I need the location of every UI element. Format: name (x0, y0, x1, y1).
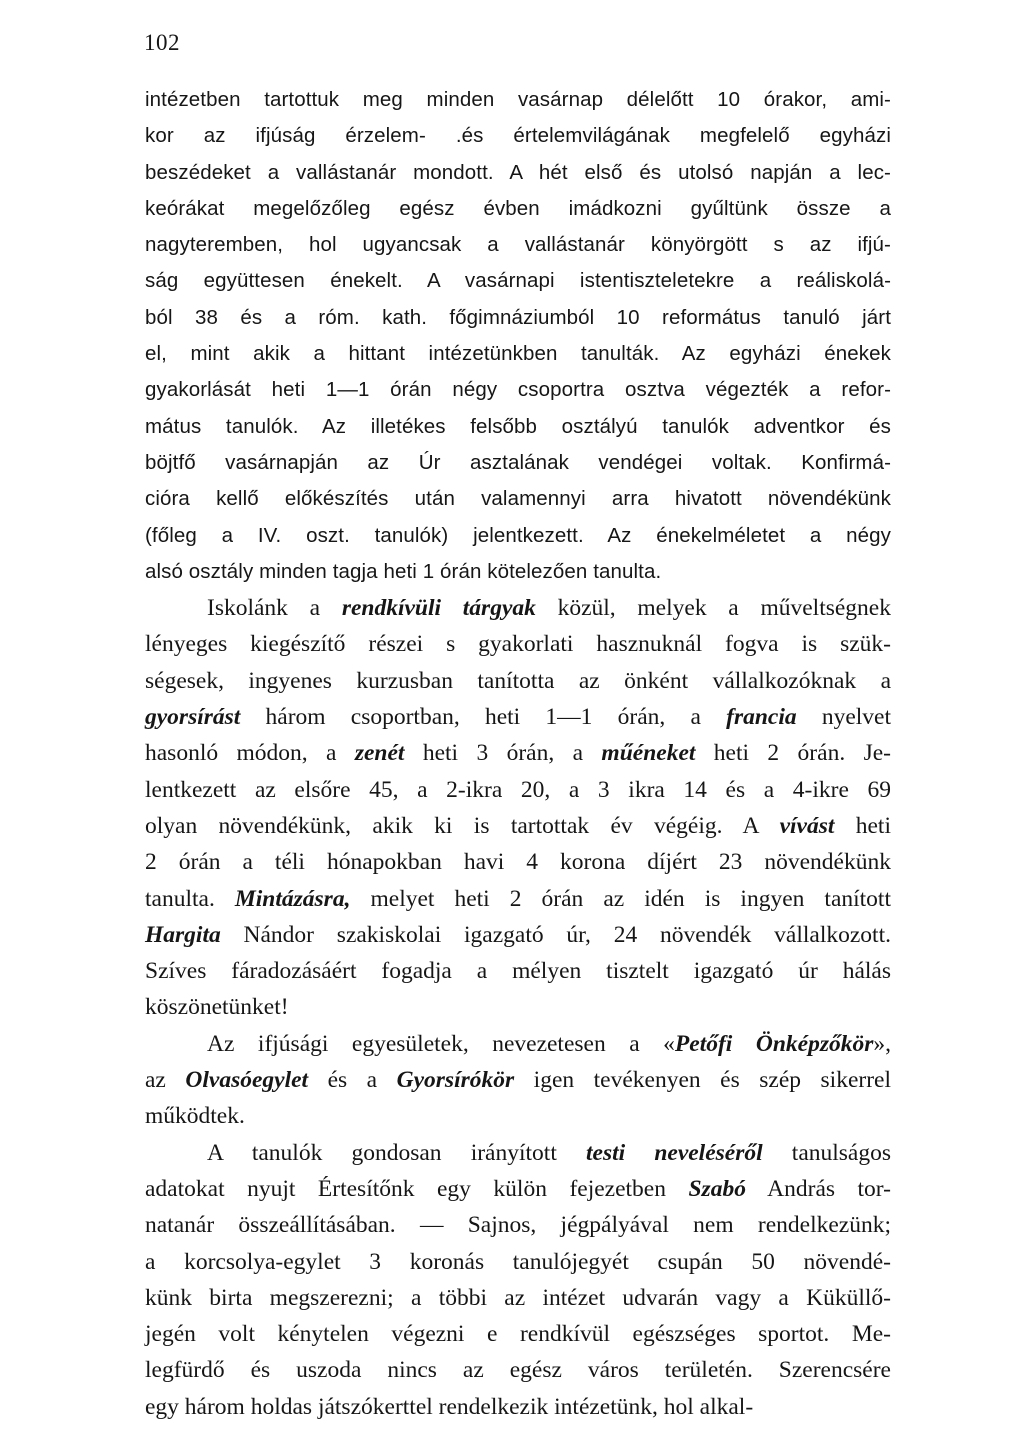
text-span: tanulta. (145, 885, 235, 912)
text-span: három csoportban, heti 1—1 órán, a (240, 704, 727, 731)
text-line (145, 1244, 891, 1280)
paragraph (145, 1026, 891, 1135)
text-line (145, 917, 891, 953)
text-line (145, 735, 891, 771)
text-span: kor az ifjúság érzelem- .és értelemvilágának megfelelő egyházi (145, 124, 891, 148)
text-line (145, 409, 891, 445)
text-span: lényeges kiegészítő részei s gyakorlati hasznuknál fogva is szük- (145, 631, 891, 658)
text-span: 2 órán a téli hónapokban havi 4 korona díjért 23 növendékünk (145, 849, 891, 876)
italic-term: Szabó (688, 1175, 746, 1202)
text-line (145, 626, 891, 662)
italic-term: Hargita (145, 921, 221, 948)
text-line (145, 1135, 891, 1171)
text-span: », (873, 1030, 891, 1057)
text-line (145, 1171, 891, 1207)
text-span: künk birta megszerezni; a többi az intézet udvarán vagy a Küküllő- (145, 1284, 891, 1311)
text-span: Az ifjúsági egyesületek, nevezetesen a « (207, 1030, 675, 1057)
text-line (145, 663, 891, 699)
text-line (145, 699, 891, 735)
text-span: tanulságos (762, 1139, 892, 1166)
italic-term: Petőfi Önképzőkör (674, 1030, 874, 1057)
italic-term: rendkívüli tárgyak (341, 595, 536, 622)
text-span: András tor- (745, 1175, 891, 1202)
text-span: melyet heti 2 órán az idén is ingyen tanított (350, 885, 891, 912)
text-line (145, 554, 891, 590)
text-line (145, 336, 891, 372)
text-span: nagyteremben, hol ugyancsak a vallástanár könyörgött s az ifjú- (145, 233, 891, 257)
italic-term: gyorsírást (145, 704, 241, 731)
text-span: jegén volt kénytelen végezni e rendkívül egészséges sportot. Me- (145, 1321, 891, 1348)
text-line (145, 227, 891, 263)
text-line (145, 1316, 891, 1352)
text-span: hasonló módon, a (145, 740, 355, 767)
text-line (145, 118, 891, 154)
text-span: beszédeket a vallástanár mondott. A hét első és utolsó napján a lec- (145, 160, 891, 184)
text-span: mátus tanulók. Az illetékes felsőbb osztályú tanulók adventkor és (145, 414, 891, 438)
text-span: nyelvet (796, 704, 892, 731)
text-line (145, 1389, 891, 1425)
text-span: a korcsolya-egylet 3 koronás tanulójegyét csupán 50 növendé- (145, 1248, 891, 1275)
italic-term: Olvasóegylet (185, 1067, 309, 1094)
text-span: igen tevékenyen és szép sikerrel (514, 1067, 891, 1094)
paragraph (145, 82, 891, 590)
paragraph (145, 1135, 891, 1425)
text-line (145, 1062, 891, 1098)
text-span: olyan növendékünk, akik ki is tartottak év végéig. A (145, 812, 780, 839)
text-line (145, 808, 891, 844)
text-span: Nándor szakiskolai igazgató úr, 24 növendék vállalkozott. (220, 921, 891, 948)
paragraph (145, 590, 891, 1026)
text-line (145, 953, 891, 989)
text-line (145, 1280, 891, 1316)
text-span: köszönetünket! (145, 994, 289, 1021)
text-line (145, 772, 891, 808)
text-line (145, 590, 891, 626)
text-span: az (145, 1067, 186, 1094)
text-line (145, 844, 891, 880)
text-span: heti 3 órán, a (404, 740, 602, 767)
text-span: cióra kellő előkészítés után valamennyi arra hivatott növendékünk (145, 487, 891, 511)
italic-term: vívást (779, 812, 835, 839)
text-span: Iskolánk a (207, 595, 342, 622)
text-span: ségesek, ingyenes kurzusban tanította az önként vállalkozóknak a (145, 667, 891, 694)
text-span: ból 38 és a róm. kath. főgimnáziumból 10 református tanuló járt (145, 305, 891, 329)
text-span: A tanulók gondosan irányított (207, 1139, 586, 1166)
text-span: ság együttesen énekelt. A vasárnapi istentiszteletekre a reáliskolá- (145, 269, 891, 293)
text-line (145, 1098, 891, 1134)
text-span: böjtfő vasárnapján az Úr asztalának vendégei voltak. Konfirmá- (145, 450, 891, 474)
text-span: heti (834, 812, 891, 839)
text-span: heti 2 órán. Je- (695, 740, 891, 767)
text-span: intézetben tartottuk meg minden vasárnap délelőtt 10 órakor, ami- (145, 88, 891, 111)
text-span: alsó osztály minden tagja heti 1 órán kötelezően tanulta. (145, 559, 662, 583)
text-line (145, 300, 891, 336)
italic-term: zenét (354, 740, 405, 767)
text-line (145, 518, 891, 554)
italic-term: francia (726, 704, 797, 731)
text-line (145, 82, 891, 118)
text-line (145, 481, 891, 517)
text-line (145, 191, 891, 227)
text-span: adatokat nyujt Értesítőnk egy külön fejezetben (145, 1175, 689, 1202)
text-span: és a (308, 1067, 397, 1094)
text-line (145, 372, 891, 408)
text-line (145, 989, 891, 1025)
italic-term: testi neveléséről (586, 1139, 763, 1166)
text-line (145, 263, 891, 299)
body-text (145, 82, 891, 1425)
text-span: keórákat megelőzőleg egész évben imádkozni gyűltünk össze a (145, 196, 891, 220)
text-span: lentkezett az elsőre 45, a 2-ikra 20, a 3 ikra 14 és a 4-ikre 69 (145, 776, 891, 803)
text-span: egy három holdas játszókerttel rendelkezik intézetünk, hol alkal- (145, 1393, 754, 1420)
text-line (145, 445, 891, 481)
text-line (145, 881, 891, 917)
italic-term: Mintázásra, (234, 885, 351, 912)
text-line (145, 1026, 891, 1062)
text-line (145, 1352, 891, 1388)
text-span: el, mint akik a hittant intézetünkben tanulták. Az egyházi énekek (145, 342, 891, 366)
italic-term: műéneket (601, 740, 696, 767)
text-line (145, 155, 891, 191)
page-number: 102 (144, 30, 180, 55)
text-span: gyakorlását heti 1—1 órán négy csoportra osztva végezték a refor- (145, 378, 891, 402)
text-line (145, 1207, 891, 1243)
text-span: közül, melyek a műveltségnek (535, 595, 891, 622)
text-span: Szíves fáradozásáért fogadja a mélyen tisztelt igazgató úr hálás (145, 958, 891, 985)
italic-term: Gyorsírókör (396, 1067, 515, 1094)
text-span: működtek. (145, 1103, 245, 1130)
text-span: (főleg a IV. oszt. tanulók) jelentkezett. Az énekelméletet a négy (145, 523, 891, 547)
text-span: natanár összeállításában. — Sajnos, jégpályával nem rendelkezünk; (145, 1212, 891, 1239)
text-span: legfürdő és uszoda nincs az egész város területén. Szerencsére (145, 1357, 891, 1384)
